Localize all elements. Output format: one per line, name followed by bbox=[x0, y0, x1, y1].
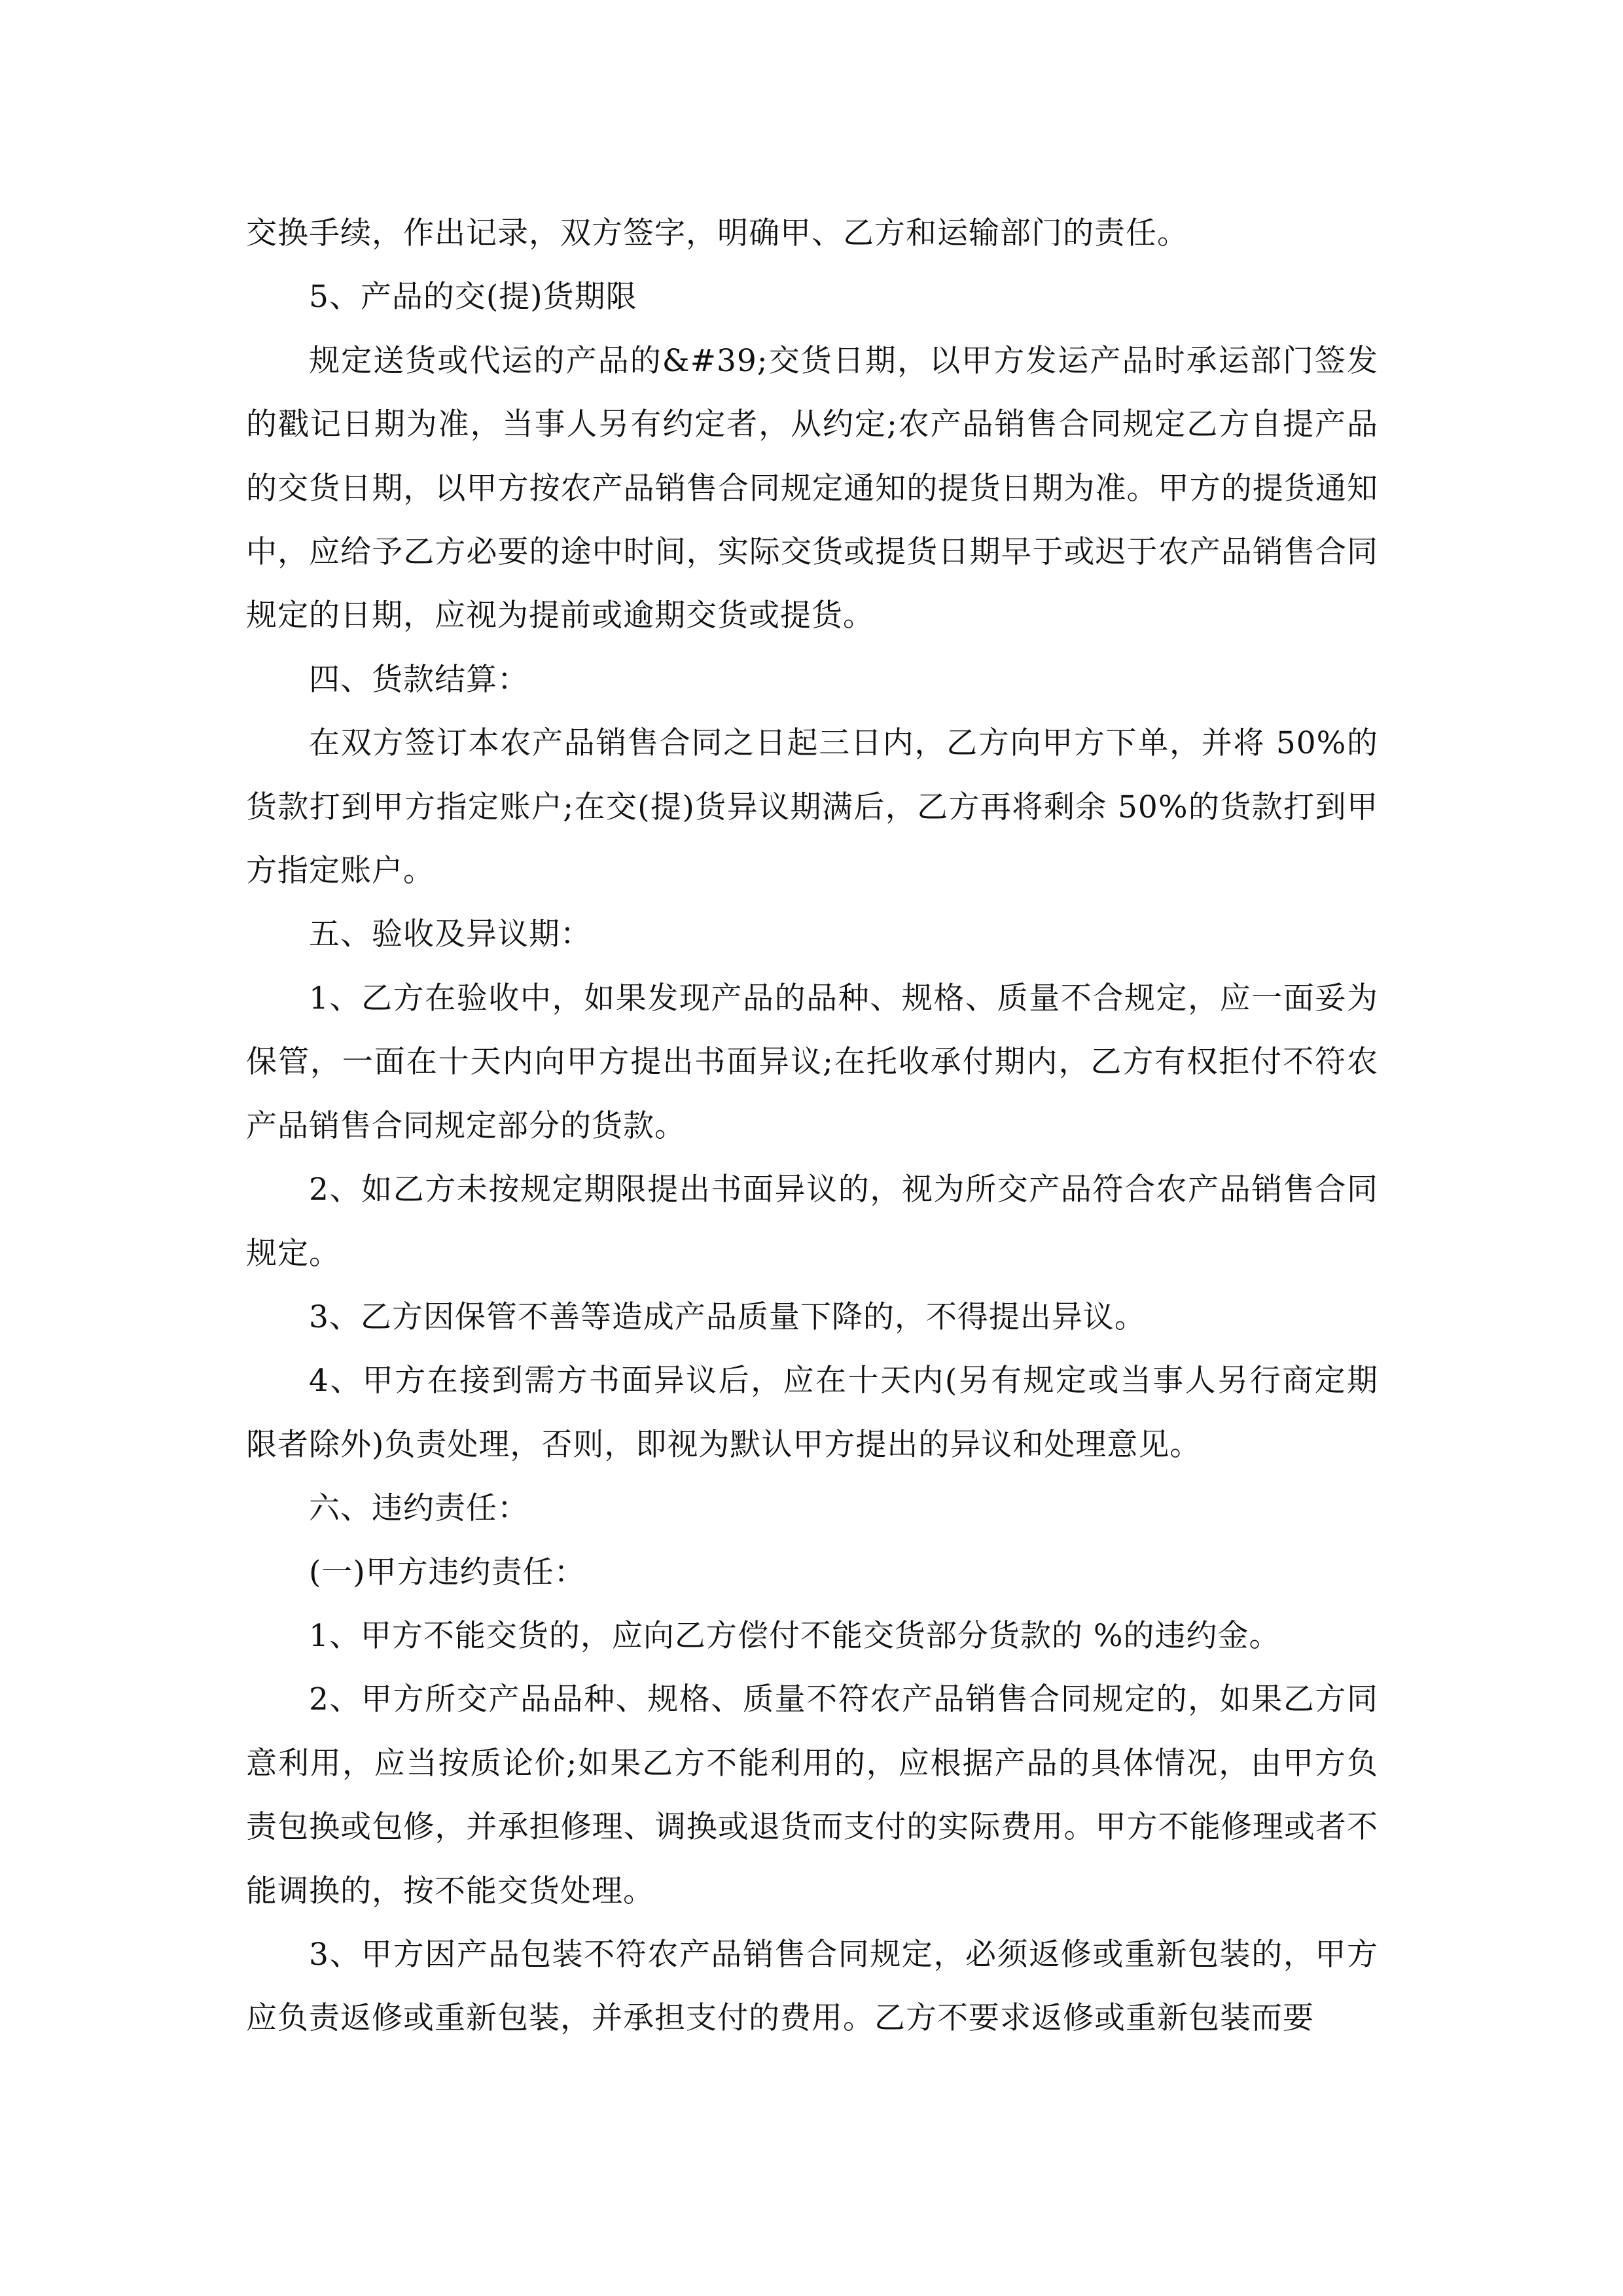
paragraph-liability-item-3: 3、甲方因产品包装不符农产品销售合同规定，必须返修或重新包装的，甲方应负责返修或重新包装，并承担支付的费用。乙方不要求返修或重新包装而要 bbox=[246, 1936, 1378, 2037]
paragraph-acceptance-item-4: 4、甲方在接到需方书面异议后，应在十天内(另有规定或当事人另行商定期限者除外)负责处理，否则，即视为默认甲方提出的异议和处理意见。 bbox=[246, 1363, 1378, 1463]
document-body bbox=[246, 202, 1378, 2051]
paragraph-acceptance-item-3: 3、乙方因保管不善等造成产品质量下降的，不得提出异议。 bbox=[309, 1299, 1146, 1335]
paragraph-payment-terms: 在双方签订本农产品销售合同之日起三日内，乙方向甲方下单，并将 50%的货款打到甲方指定账户;在交(提)货异议期满后，乙方再将剩余 50%的货款打到甲方指定账户。 bbox=[246, 725, 1378, 889]
paragraph-delivery-period-heading: 5、产品的交(提)货期限 bbox=[309, 279, 637, 315]
paragraph-delivery-date-rules: 规定送货或代运的产品的&#39;交货日期，以甲方发运产品时承运部门签发的戳记日期为准，当事人另有约定者，从约定;农产品销售合同规定乙方自提产品的交货日期，以甲方按农产品销售合同规定通知的提货日期为准。甲方的提货通知中，应给予乙方必要的途中时间，实际交货或提货日期早于或迟于农产品销售合同规定的日期，应视为提前或逾期交货或提货。 bbox=[246, 342, 1378, 634]
section-heading-payment: 四、货款结算： bbox=[309, 661, 529, 698]
section-heading-liability: 六、违约责任： bbox=[309, 1490, 529, 1527]
paragraph-handover-procedure: 交换手续，作出记录，双方签字，明确甲、乙方和运输部门的责任。 bbox=[246, 215, 1188, 251]
paragraph-liability-item-2: 2、甲方所交产品品种、规格、质量不符农产品销售合同规定的，如果乙方同意利用，应当按质论价;如果乙方不能利用的，应根据产品的具体情况，由甲方负责包换或包修，并承担修理、调换或退货而支付的实际费用。甲方不能修理或者不能调换的，按不能交货处理。 bbox=[246, 1681, 1378, 1909]
paragraph-acceptance-item-1: 1、乙方在验收中，如果发现产品的品种、规格、质量不合规定，应一面妥为保管，一面在十天内向甲方提出书面异议;在托收承付期内，乙方有权拒付不符农产品销售合同规定部分的货款。 bbox=[246, 980, 1378, 1144]
paragraph-liability-item-1: 1、甲方不能交货的，应向乙方偿付不能交货部分货款的 %的违约金。 bbox=[309, 1617, 1281, 1654]
paragraph-acceptance-item-2: 2、如乙方未按规定期限提出书面异议的，视为所交产品符合农产品销售合同规定。 bbox=[246, 1172, 1378, 1272]
section-heading-acceptance: 五、验收及异议期： bbox=[309, 916, 592, 953]
subsection-heading-party-a-liability: (一)甲方违约责任： bbox=[309, 1554, 586, 1590]
